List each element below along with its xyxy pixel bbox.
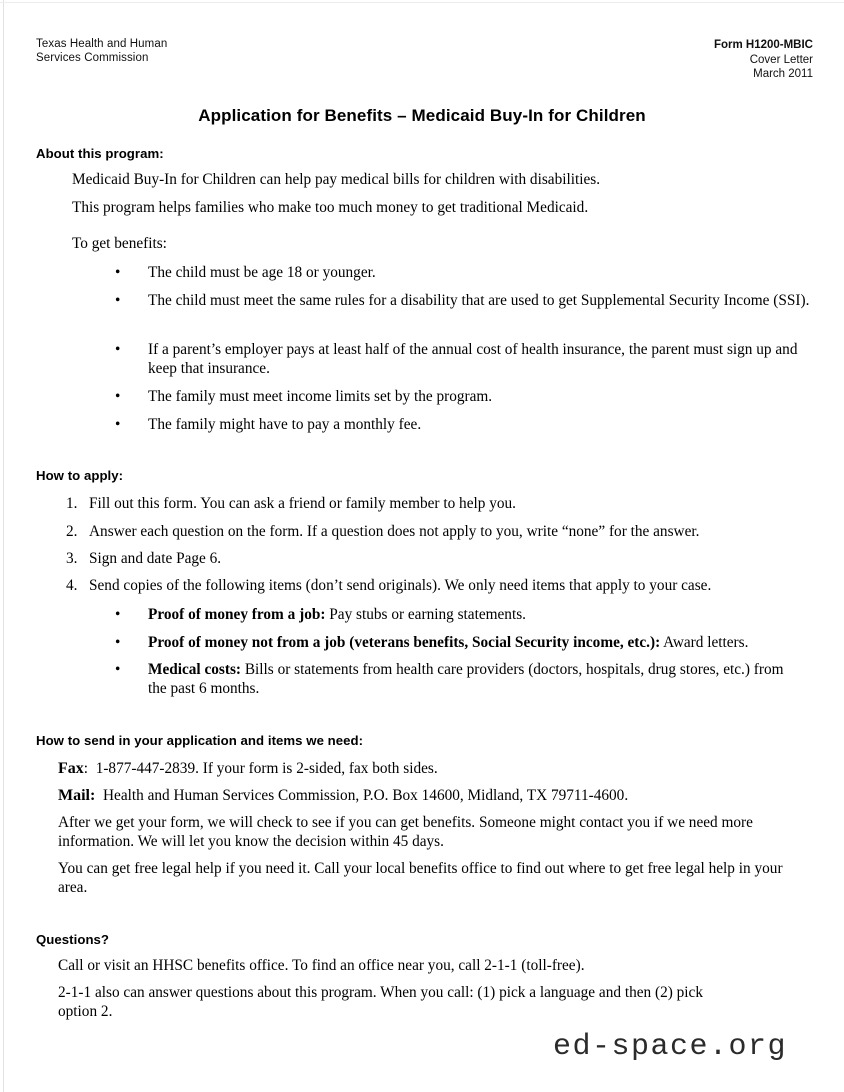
section-heading-about: About this program: (36, 146, 164, 161)
document-header (0, 38, 844, 86)
list-marker: 1. (66, 495, 78, 512)
list-item-label: Fill out this form. You can ask a friend or family member to help you. (89, 495, 516, 512)
list-item (66, 494, 816, 513)
about-paragraph-2: This program helps families who make too much money to get traditional Medicaid. (72, 199, 589, 216)
bullet-icon: • (115, 606, 121, 623)
section-heading-how-to-apply: How to apply: (36, 468, 124, 483)
section-heading-how-to-send: How to send in your application and items we need: (36, 733, 364, 748)
page-title: Application for Benefits – Medicaid Buy-In for Children (198, 106, 646, 125)
form-date: March 2011 (753, 68, 813, 80)
bullet-icon: • (115, 264, 121, 281)
bullet-icon: • (115, 661, 121, 678)
about-paragraph-1: Medicaid Buy-In for Children can help pay medical bills for children with disabilities. (72, 171, 601, 188)
mail-value: Health and Human Services Commission, P.O. Box 14600, Midland, TX 79711-4600. (102, 787, 629, 804)
list-item-label: Pay stubs or earning statements. (325, 606, 526, 623)
list-marker: 4. (66, 577, 78, 594)
questions-paragraph-1: Call or visit an HHSC benefits office. To find an office near you, call 2-1-1 (toll-free). (58, 957, 585, 974)
bullet-icon: • (115, 416, 121, 433)
list-item-label: The child must be age 18 or younger. (148, 264, 376, 281)
list-item-label: Bills or statements from health care providers (doctors, hospitals, drug stores, etc.) from the past 6 months. (148, 661, 784, 697)
list-item-lead: Proof of money from a job: (148, 606, 326, 623)
list-marker: 3. (66, 550, 78, 567)
section-heading-questions: Questions? (36, 932, 110, 947)
list-item-lead: Proof of money not from a job (veterans benefits, Social Security income, etc.): (148, 634, 661, 651)
about-paragraph-3: To get benefits: (72, 235, 167, 252)
fax-line (58, 759, 818, 778)
bullet-icon: • (115, 388, 121, 405)
list-item-label: The child must meet the same rules for a disability that are used to get Supplemental Security Income (SSI). (148, 292, 810, 309)
bullet-icon: • (115, 341, 121, 358)
mail-label: Mail: (58, 787, 96, 804)
list-item (115, 660, 805, 698)
list-item-label: Award letters. (660, 634, 749, 651)
list-item (115, 415, 815, 434)
list-item (115, 387, 815, 406)
agency-name-line1: Texas Health and Human (36, 38, 168, 50)
fax-separator: : (83, 760, 89, 777)
bullet-icon: • (115, 292, 121, 309)
form-metadata (714, 38, 813, 82)
list-item-label: The family must meet income limits set by the program. (148, 388, 493, 405)
list-item-label: The family might have to pay a monthly fee. (148, 416, 422, 433)
list-item (115, 263, 815, 282)
list-item-label: If a parent’s employer pays at least half of the annual cost of health insurance, the parent must sign up and keep that insurance. (148, 341, 798, 377)
bullet-icon: • (115, 634, 121, 651)
list-item (115, 340, 813, 378)
form-number: Form H1200-MBIC (713, 39, 813, 51)
list-item (115, 291, 813, 310)
agency-name-line2: Services Commission (36, 51, 149, 64)
list-item (115, 633, 825, 652)
list-item (66, 576, 818, 595)
send-paragraph-2: You can get free legal help if you need it. Call your local benefits office to find out where to get free legal help in your area. (58, 860, 783, 896)
mail-line (58, 786, 818, 805)
page-edge-top (0, 2, 844, 3)
questions-paragraph-2: 2-1-1 also can answer questions about this program. When you call: (1) pick a language and then (2) pick option 2. (58, 984, 703, 1020)
list-item-label: Answer each question on the form. If a question does not apply to you, write “none” for the answer. (89, 523, 700, 540)
list-item (66, 549, 816, 568)
page-edge-left (3, 0, 4, 1092)
list-item-label: Sign and date Page 6. (89, 550, 222, 567)
list-item (66, 522, 816, 541)
list-marker: 2. (66, 523, 78, 540)
list-item-label: Send copies of the following items (don’t send originals). We only need items that apply to your case. (89, 577, 712, 594)
list-item (115, 605, 815, 624)
fax-value: 1-877-447-2839. If your form is 2-sided, fax both sides. (95, 760, 438, 777)
list-item-lead: Medical costs: (148, 661, 242, 678)
send-paragraph-1: After we get your form, we will check to see if you can get benefits. Someone might contact you if we need more information. We will let you know the decision within 45 days. (58, 814, 753, 850)
watermark: ed-space.org (553, 1030, 788, 1064)
fax-label: Fax (58, 760, 84, 777)
agency-name (36, 38, 167, 65)
form-type: Cover Letter (749, 53, 813, 66)
